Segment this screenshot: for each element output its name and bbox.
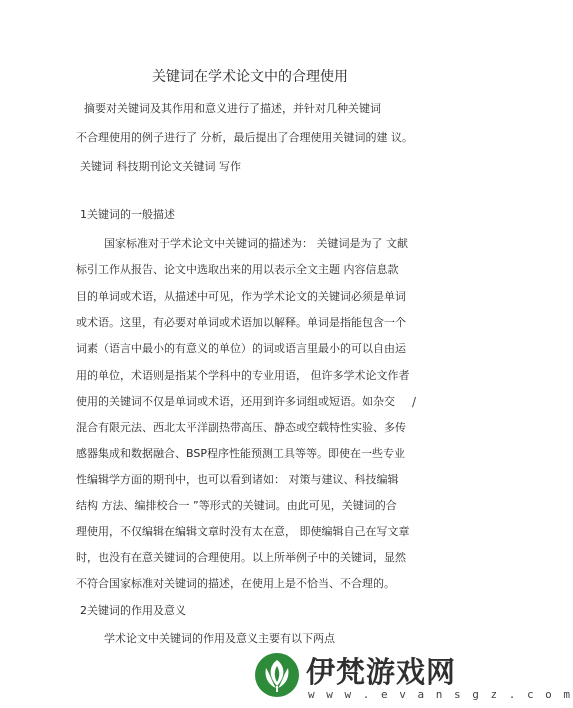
body-line: 使用的关键词不仅是单词或术语，还用到许多词组或短语。如杂交 (76, 395, 395, 408)
abstract-line: 摘要对关键词及其作用和意义进行了描述，并针对几种关键词 (84, 102, 381, 115)
body-line: 结构 方法、编排校合一 ”等形式的关键词。由此可见，关键词的合 (76, 499, 397, 512)
watermark (248, 648, 573, 708)
body-line: 或术语。这里，有必要对单词或术语加以解释。单词是指能包含一个 (76, 316, 406, 329)
body-line: 不符合国家标准对关键词的描述，在使用上是不恰当、不合理的。 (76, 577, 395, 590)
body-line: 国家标准对于学术论文中关键词的描述为： 关键词是为了 文献 (104, 237, 408, 250)
keywords-line: 关键词 科技期刊论文关键词 写作 (80, 160, 241, 173)
body-line: 感器集成和数据融合、BSP程序性能预测工具等等。即使在一些专业 (76, 447, 405, 460)
watermark-site-name: 伊梵游戏网 (306, 655, 457, 689)
leaf-flower-icon (254, 652, 300, 698)
body-line: 词素（语言中最小的有意义的单位）的词或语言里最小的可以自由运 (76, 342, 406, 355)
body-line: 学术论文中关键词的作用及意义主要有以下两点 (104, 632, 335, 645)
body-line: 标引工作从报告、论文中选取出来的用以表示全文主题 内容信息款 (76, 263, 399, 276)
body-line: 性编辑学方面的期刊中，也可以看到诸如： 对策与建议、科技编辑 (76, 473, 399, 486)
stray-mark: / (412, 395, 417, 409)
document-title: 关键词在学术论文中的合理使用 (152, 69, 348, 85)
body-line: 时，也没有在意关键词的合理使用。以上所举例子中的关键词，显然 (76, 551, 406, 564)
body-line: 目的单词或术语，从描述中可见，作为学术论文的关键词必须是单词 (76, 290, 406, 303)
body-line: 用的单位，术语则是指某个学科中的专业用语， 但许多学术论文作者 (76, 369, 410, 382)
body-line: 混合有限元法、西北太平洋副热带高压、静态或空载特性实验、多传 (76, 421, 406, 434)
section-heading-2: 2关键词的作用及意义 (80, 604, 186, 617)
body-line: 理使用，不仅编辑在编辑文章时没有太在意， 即使编辑自己在写文章 (76, 525, 410, 538)
abstract-line: 不合理使用的例子进行了 分析，最后提出了合理使用关键词的建 议。 (76, 131, 413, 144)
section-heading-1: 1关键词的一般描述 (80, 208, 175, 221)
watermark-url: w w w . e v a n s g z . c o m (308, 688, 573, 701)
